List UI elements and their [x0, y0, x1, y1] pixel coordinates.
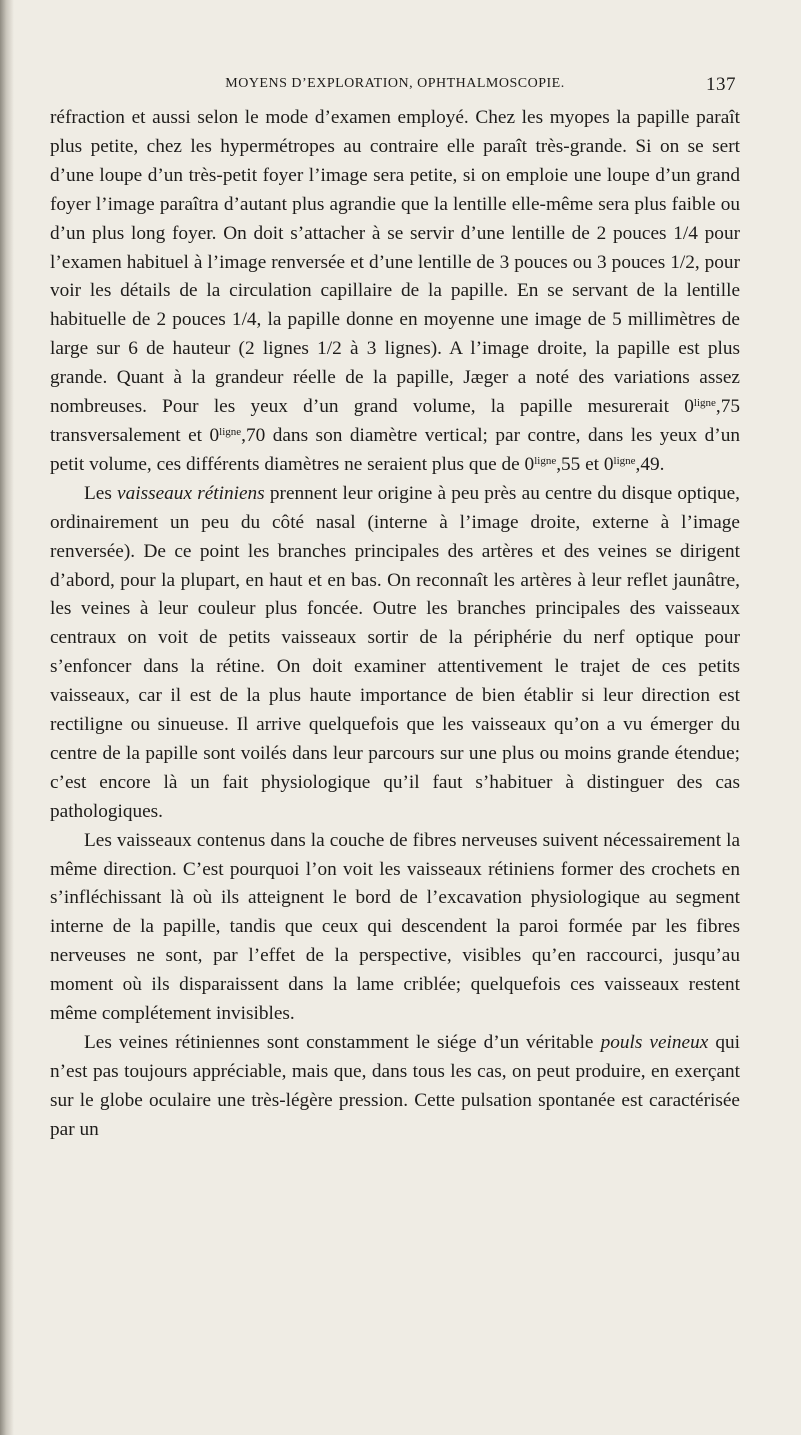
paragraph-2: Les vaisseaux rétiniens prennent leur origine à peu près au centre du disque optique, ordinairement un peu du côté nasal (interne à l’image droite, externe à l’image renversée). De ce point les branches principales des artères et des veines se dirigent d’abord, pour la plupart, en haut et en bas. On reconnaît les artères à leur reflet jaunâtre, les veines à leur couleur plus foncée. Outre les branches principales des vaisseaux centraux on voit de petits vaisseaux sortir de la périphérie du nerf optique pour s’enfoncer dans la rétine. On doit examiner attentivement le trajet de ces petits vaisseaux, car il est de la plus haute importance de bien établir si leur direction est rectiligne ou sinueuse. Il arrive quelquefois que les vaisseaux qu’on a vu émerger du centre de la papille sont voilés dans leur parcours sur une plus ou moins grande étendue; c’est encore là un fait physiologique qu’il faut s’habituer à distinguer des cas pathologiques. [50, 482, 740, 822]
paragraph-4: Les veines rétiniennes sont constamment le siége d’un véritable pouls veineux qui n’est pas toujours appréciable, mais que, dans tous les cas, on peut produire, en exerçant sur le globe oculaire une très-légère pression. Cette pulsation spontanée est caractérisée par un [50, 1032, 740, 1140]
book-page [50, 74, 740, 1145]
paragraph-3: Les vaisseaux contenus dans la couche de fibres nerveuses suivent nécessairement la même direction. C’est pourquoi l’on voit les vaisseaux rétiniens former des crochets en s’infléchissant là où ils atteignent le bord de l’excavation physiologique au segment interne de la papille, tandis que ceux qui descendent la paroi formée par les fibres nerveuses ne sont, par l’effet de la perspective, visibles qu’en raccourci, jusqu’au moment où ils disparaissent dans la lame criblée; quelquefois ces vaisseaux restent même complétement invisibles. [50, 829, 740, 1025]
paragraph-1: réfraction et aussi selon le mode d’examen employé. Chez les myopes la papille paraît plus petite, chez les hypermétropes au contraire elle paraît très-grande. Si on se sert d’une loupe d’un très-petit foyer l’image sera petite, si on emploie une loupe d’un grand foyer l’image paraîtra d’autant plus agrandie que la lentille elle-même sera plus faible ou d’un plus long foyer. On doit s’attacher à se servir d’une lentille de 2 pouces 1/4 pour l’examen habituel à l’image renversée et d’une lentille de 3 pouces ou 3 pouces 1/2, pour voir les détails de la circulation capillaire de la papille. En se servant de la lentille habituelle de 2 pouces 1/4, la papille donne en moyenne une image de 5 millimètres de large sur 6 de hauteur (2 lignes 1/2 à 3 lignes). A l’image droite, la papille est plus grande. Quant à la grandeur réelle de la papille, Jæger a noté des variations assez nombreuses. Pour les yeux d’un grand volume, la papille mesurerait $0^{ligne},75$ transversalement et $0^{ligne},70$ dans son diamètre vertical; par contre, dans les yeux d’un petit volume, ces différents diamètres ne seraient plus que de $0^{ligne},55$ et $0^{ligne},49$. [50, 107, 740, 475]
page-number: 137 [706, 74, 736, 95]
running-title: MOYENS D’EXPLORATION, OPHTHALMOSCOPIE. [225, 76, 565, 91]
body-text [50, 104, 740, 1145]
page-binding-shadow [0, 0, 14, 1435]
running-head [50, 74, 740, 104]
